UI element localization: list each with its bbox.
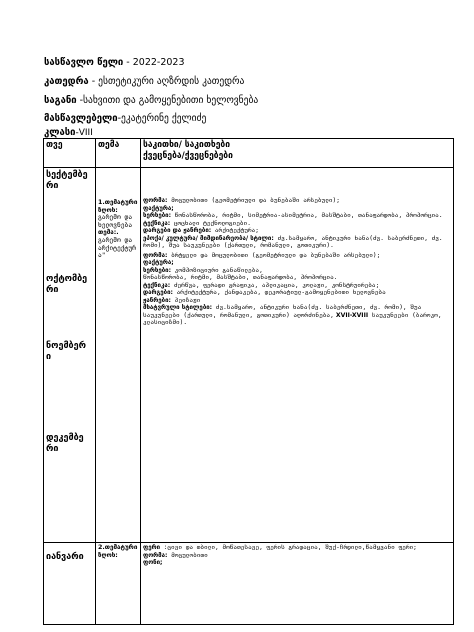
content-block-2: ფორმა: ბრტყელი და მოცულობითი (გეომეტრიული და ბუნებაში არსებული); ფაქტურა; ხერხები: კომპოზიციური განაწილება, წონასწორობა, რიტმი, მასშტაბი, თანაფარდობა, პროპორცია. ტექნიკა: ძერწვა, ფერადი გრაფიკა, აპლიკაცია, კოლაჟი, კონსტრუირება; დარგები: არქიტექტურა, ქანდაკება, დეკორატიულ-გამოყენებითი ხელოვნება ჟანრები: პეიზაჟი მხატვრული სტილები: ძვ.სამყარო, ანტიკური ხანა(ძვ. საბერძნეთი, ძვ. რომი), შუა საუკუნეები (ქართული, რომანული, გოთიკური) აღორძინება, XVII-XVIII საუკუნეები (ბაროკო, კლასიციზმი).: [143, 251, 442, 326]
table-row: [44, 543, 454, 625]
topic-1-line1: ზღოხ:: [98, 206, 118, 214]
month-september: სექტემბერი: [46, 170, 88, 191]
school-year-separator: -: [123, 57, 133, 68]
topic-cell: [96, 543, 141, 625]
department-value: - ესთეტიკური აღზრდის კათედრა: [88, 76, 245, 87]
month-december: დეკემბერი: [46, 433, 84, 454]
subject-value: -სახვითი და გამოყენებითი ხელოვნება: [76, 95, 259, 106]
month-cell: [44, 168, 96, 543]
column-header-month: თვე: [44, 139, 96, 168]
column-header-content-line1: საკითხი/ საკითხები: [143, 140, 230, 150]
month-november: ნოემბერი: [46, 341, 87, 362]
content-cell: [141, 543, 454, 625]
teacher-label: მასწავლებელი: [44, 113, 118, 124]
topic-2-title: 2.თემატური: [98, 544, 138, 551]
month-january: იანვარი: [46, 552, 84, 562]
month-cell: [44, 543, 96, 625]
teacher-value: -ეკატერინე ქელიძე: [117, 113, 207, 124]
topic-1: [98, 199, 138, 260]
subject-label: საგანი: [44, 95, 77, 106]
table-header-row: [44, 139, 454, 168]
teacher-line: [44, 113, 206, 125]
topic-cell: [96, 168, 141, 543]
topic-1-line4: გარემო და არქიტექტურა": [98, 236, 136, 260]
content-cell: [141, 168, 454, 543]
content-block-3: ფერი :ცივი და თბილი, მოწათესავე, ფერის გრადაცია, შუქ-ჩრდილი,წამყვანი ფერი; ფორმა: მოცულობითი ფონი;: [143, 544, 417, 566]
content-block-1: ფორმა: მოცულობითი (გეომეტრიული და ბუნებაში არსებული); ფაქტურა; ხერხები: წონასწორობა, რიტმი, სიმეტრია-ასიმეტრია, მასშტაბი, თანაფარდობა, პროპორცია. ტექნიკა: ცოცხალი ტექნოლოგიები. დარგები და ჟანრები: არქიტექტურა; ეპოქა/ კულტურა/ მიმდინარეობა/ სტილი: ძვ.სამყარო, ანტიკური ხანა(ძვ. საბერძნეთი, ძვ. რომი), შუა საუკუნეები (ქართული, რომანული, გოთიკური).: [143, 197, 443, 249]
topic-2-line1: ზღოხ:: [98, 551, 118, 559]
grade-label: კლასი: [44, 127, 76, 138]
month-october: ოქტომბერი: [46, 274, 88, 295]
topic-1-line3: თემა:.: [98, 229, 119, 237]
department-label: კათედრა: [44, 76, 89, 87]
column-header-content-line2: ქვეცნება/ქვეცნებები: [143, 151, 233, 161]
topic-1-line2: გარემო და ხელოვნება: [98, 214, 133, 229]
topic-1-title: 1.თემატური: [98, 199, 138, 206]
subject-line: [44, 95, 258, 107]
topic-2: [98, 544, 138, 559]
school-year-line: [44, 57, 185, 69]
department-line: [44, 76, 244, 88]
school-year-value: 2022-2023: [132, 57, 185, 68]
grade-value: -VIII: [75, 128, 93, 138]
table-row: [44, 168, 454, 543]
column-header-content: [141, 139, 454, 168]
curriculum-table: [43, 138, 454, 625]
column-header-topic: თემა: [96, 139, 141, 168]
school-year-label: სასწავლო წელი: [44, 57, 124, 68]
